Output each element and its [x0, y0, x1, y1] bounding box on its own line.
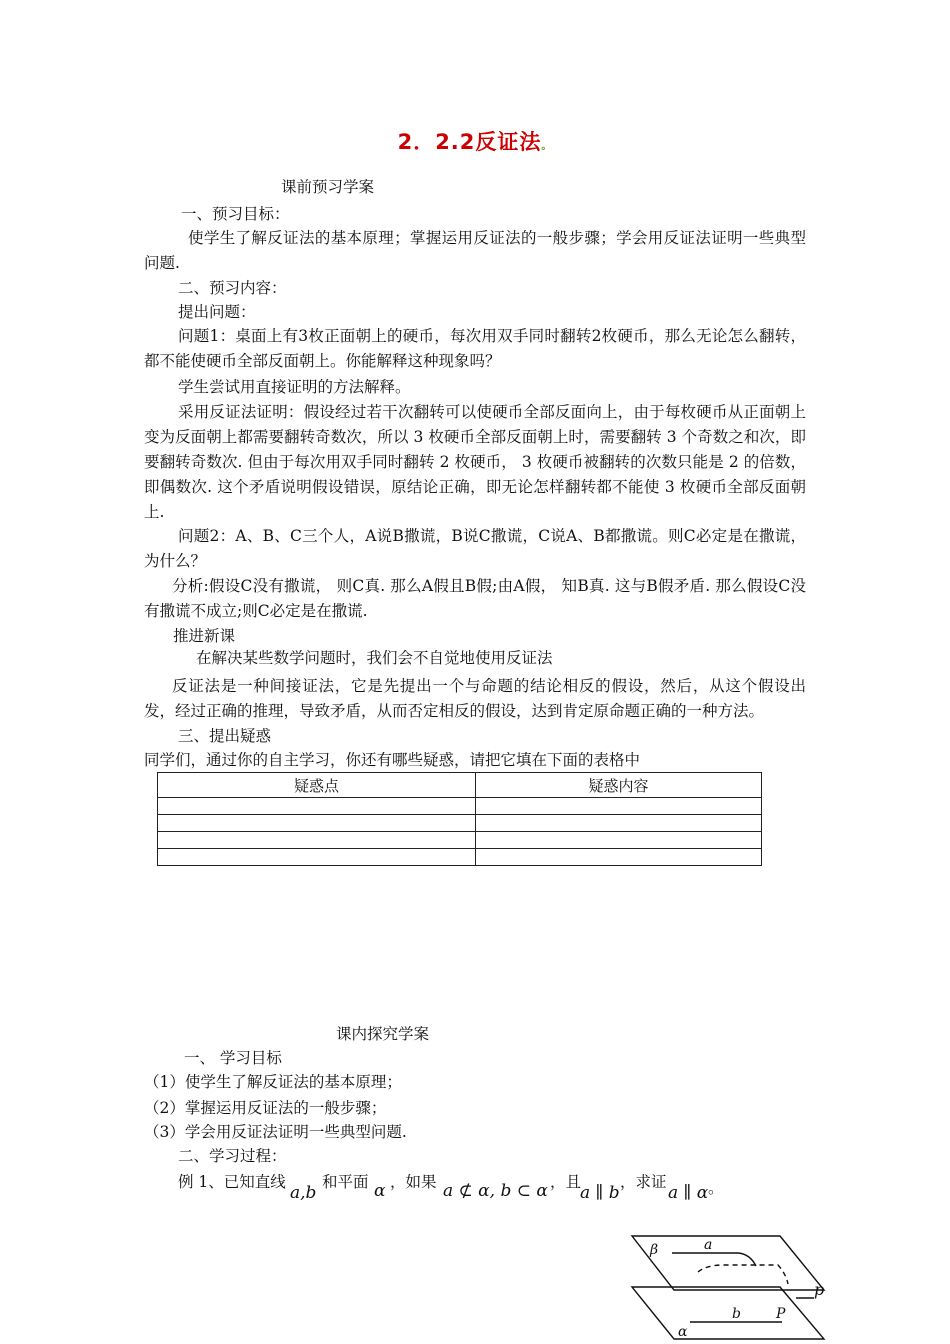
table-header-row [158, 773, 762, 798]
section-heading-inclass: 课内探究学案 [336, 1025, 430, 1043]
example-text: 例 1、已知直线 [178, 1173, 286, 1191]
table-row [158, 798, 762, 815]
definition-text: 反证法是一种间接证法，它是先提出一个与命题的结论相反的假设，然后，从这个假设出发，经过正确的推理，导致矛盾，从而否定相反的假设，达到肯定原命题正确的一种方法。 [144, 677, 806, 720]
table-cell[interactable] [158, 832, 476, 849]
inclass-goal-item: （2）掌握运用反证法的一般步骤； [144, 1099, 387, 1117]
new-lesson-heading: 推进新课 [173, 627, 236, 645]
label-P: P [776, 1306, 786, 1322]
label-beta: β [650, 1242, 659, 1258]
example-text: ，求证 [620, 1173, 667, 1191]
example-math: a,b [290, 1183, 317, 1203]
example-text: 和平面 [322, 1173, 369, 1191]
preview-content-heading: 二、预习内容： [178, 279, 287, 297]
question-1: 问题1：桌面上有3枚正面朝上的硬币，每次用双手同时翻转2枚硬币，那么无论怎么翻转，都不能使硬币全部反面朝上。你能解释这种现象吗？ [144, 327, 806, 370]
line-a [672, 1253, 756, 1266]
two-planes-figure [628, 1232, 833, 1340]
dashed-line [698, 1265, 788, 1284]
table-row [158, 815, 762, 832]
question-1-proof: 采用反证法证明：假设经过若干次翻转可以使硬币全部反面向上，由于每枚硬币从正面朝上变为反面朝上都需要翻转奇数次，所以 3 枚硬币全部反面朝上时，需要翻转 3 个奇数之和次，即要翻转奇数次. 但由于每次用双手同时翻转 2 枚硬币， 3 枚硬币被翻转的次数只能是 2 的倍数，即偶数次. 这个矛盾说明假设错误，原结论正确，即无论怎样翻转都不能使 3 枚硬币全部反面朝上. [144, 403, 806, 521]
example-math: α [374, 1181, 386, 1201]
table-cell[interactable] [476, 798, 762, 815]
inclass-goal-item: （1）使学生了解反证法的基本原理； [144, 1073, 402, 1091]
label-alpha: α [678, 1324, 688, 1340]
example-math: a ∥ α [668, 1183, 709, 1203]
table-cell[interactable] [476, 815, 762, 832]
question-2: 问题2：A、B、C三个人，A说B撒谎，B说C撒谎，C说A、B都撒谎。则C必定是在撒谎，为什么？ [144, 527, 806, 570]
example-math: a ⊄ α, b ⊂ α [443, 1181, 548, 1201]
table-cell[interactable] [476, 832, 762, 849]
table-row [158, 849, 762, 866]
table-cell[interactable] [158, 815, 476, 832]
preview-goal-heading: 一、预习目标： [181, 205, 290, 223]
table-row [158, 832, 762, 849]
doubt-heading: 三、提出疑惑 [178, 727, 272, 745]
new-lesson-intro: 在解决某些数学问题时，我们会不自觉地使用反证法 [196, 649, 553, 667]
table-header-cell: 疑惑点 [158, 773, 476, 798]
doubt-intro: 同学们，通过你的自主学习，你还有哪些疑惑，请把它填在下面的表格中 [144, 751, 641, 769]
table-cell[interactable] [158, 798, 476, 815]
label-a: a [704, 1237, 713, 1253]
process-heading: 二、学习过程： [178, 1147, 287, 1165]
table-header-cell: 疑惑内容 [476, 773, 762, 798]
example-math: a ∥ b [580, 1183, 620, 1203]
plane-beta [632, 1236, 824, 1290]
table-cell[interactable] [476, 849, 762, 866]
raise-question-label: 提出问题： [178, 303, 256, 321]
table-cell[interactable] [158, 849, 476, 866]
label-b: b [732, 1306, 741, 1322]
preview-goal-text: 使学生了解反证法的基本原理；掌握运用反证法的一般步骤；学会用反证法证明一些典型问题. [144, 229, 806, 272]
plane-alpha [632, 1287, 824, 1339]
section-heading-preview: 课前预习学案 [281, 178, 375, 196]
page-title: 2．2.2反证法。 [397, 130, 553, 154]
label-p: p [814, 1280, 825, 1299]
example-text: ，且 [550, 1173, 582, 1191]
example-text: 。 [708, 1179, 724, 1197]
question-1-try: 学生尝试用直接证明的方法解释。 [178, 378, 411, 396]
example-text: ，如果 [390, 1173, 437, 1191]
inclass-goal-heading: 一、 学习目标 [184, 1049, 282, 1067]
inclass-goal-item: （3）学会用反证法证明一些典型问题. [144, 1123, 407, 1141]
question-2-analysis: 分析:假设C没有撒谎， 则C真. 那么A假且B假;由A假， 知B真. 这与B假矛盾. 那么假设C没有撒谎不成立;则C必定是在撒谎. [144, 577, 806, 620]
doubt-table [157, 772, 762, 866]
